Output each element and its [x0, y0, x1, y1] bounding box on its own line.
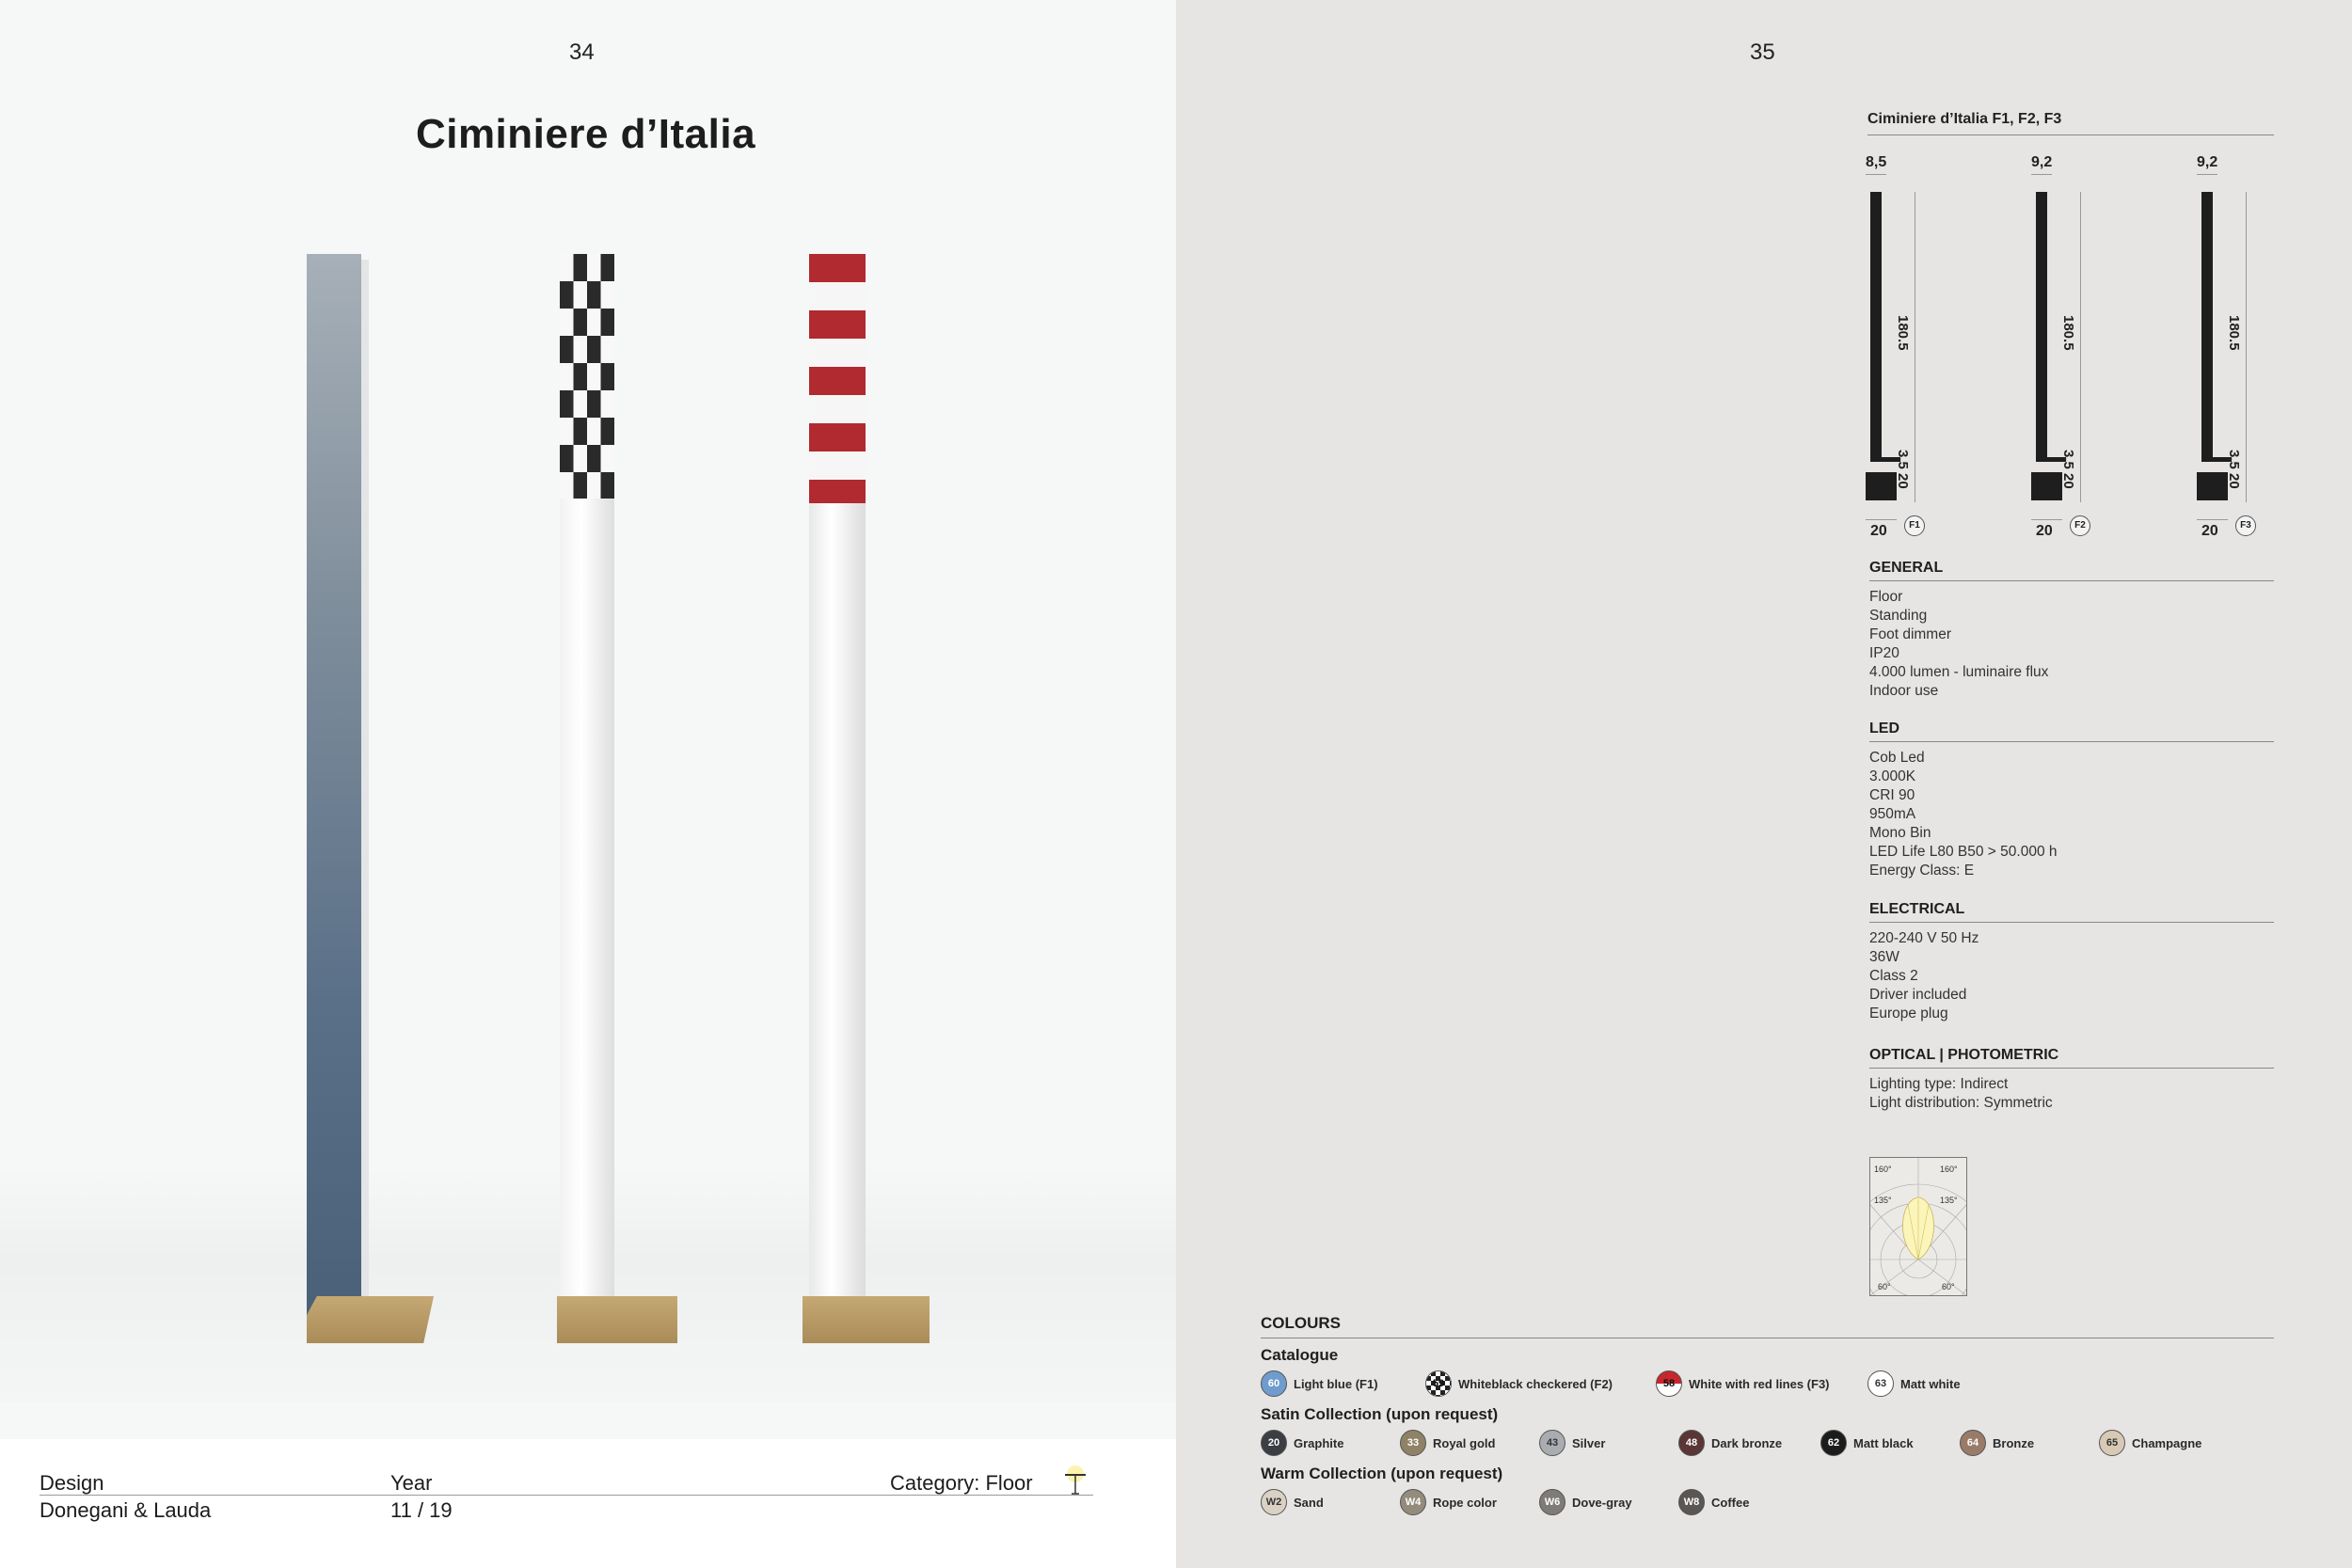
colours-section: [1261, 1314, 2274, 1516]
swatch-label: Whiteblack checkered (F2): [1458, 1376, 1613, 1391]
spec-item: LED Life L80 B50 > 50.000 h: [1869, 844, 2058, 860]
drawing-base-width: 20: [1870, 523, 1887, 539]
drawing-base: [2197, 472, 2228, 500]
product-photo: [0, 169, 1176, 1439]
category-label: Category: Floor: [890, 1471, 1033, 1495]
swatch-dove-gray[interactable]: [1539, 1488, 1632, 1516]
angle-label: 135°: [1874, 1196, 1892, 1205]
warm-swatches: [1261, 1488, 2274, 1516]
swatch-label: Light blue (F1): [1294, 1376, 1378, 1391]
drawing-height: 180.5: [2060, 315, 2076, 351]
swatch-champagne[interactable]: [2099, 1429, 2201, 1457]
lamp-f2-checker-pattern: [560, 254, 614, 499]
spec-item: Class 2: [1869, 968, 1918, 984]
year-label: Year: [390, 1471, 433, 1495]
product-footer: [0, 1439, 1176, 1568]
swatch-sand[interactable]: [1261, 1488, 1324, 1516]
spec-heading: OPTICAL | PHOTOMETRIC: [1869, 1047, 2274, 1069]
right-page: [1176, 0, 2352, 1568]
swatch-label: Graphite: [1294, 1435, 1344, 1450]
swatch-silver[interactable]: [1539, 1429, 1605, 1457]
drawing-base: [1866, 472, 1897, 500]
drawing-code-badge: F1: [1904, 515, 1925, 536]
drawing-pole: [1870, 192, 1882, 457]
technical-drawing-f3: [2197, 150, 2310, 546]
spec-item: Europe plug: [1869, 1006, 1948, 1022]
dimension-line: [2246, 192, 2247, 502]
color-dot: 65: [2099, 1430, 2125, 1456]
lamp-f3-red-stripes: [809, 254, 866, 503]
spec-electrical: [1869, 901, 2274, 1023]
spec-item: Floor: [1869, 589, 1903, 605]
floor-lamp-icon: [1061, 1465, 1089, 1497]
catalogue-swatches: [1261, 1370, 2274, 1398]
swatch-dark-bronze[interactable]: [1678, 1429, 1782, 1457]
spec-item: Mono Bin: [1869, 825, 1931, 841]
swatch-label: Rope color: [1433, 1495, 1497, 1510]
swatch-label: Bronze: [1993, 1435, 2035, 1450]
drawing-pole: [2036, 192, 2047, 457]
drawing-base-height: 3,5 20: [2226, 450, 2242, 489]
drawing-code-badge: F3: [2235, 515, 2256, 536]
swatch-graphite[interactable]: [1261, 1429, 1343, 1457]
satin-swatches: [1261, 1429, 2274, 1457]
color-dot: 43: [1539, 1430, 1565, 1456]
color-dot: W2: [1261, 1489, 1287, 1515]
technical-drawing-f1: [1866, 150, 1979, 546]
color-dot: W4: [1400, 1489, 1426, 1515]
dimension-line: [2031, 519, 2062, 520]
lamp-f2-base: [557, 1296, 677, 1343]
spec-item: Cob Led: [1869, 750, 1925, 766]
colours-heading: COLOURS: [1261, 1314, 2274, 1338]
design-label: Design: [40, 1471, 104, 1495]
swatch-light-blue[interactable]: [1261, 1370, 1378, 1398]
swatch-label: White with red lines (F3): [1689, 1376, 1830, 1391]
swatch-label: Silver: [1572, 1435, 1606, 1450]
design-value: Donegani & Lauda: [40, 1498, 212, 1522]
spec-item: Foot dimmer: [1869, 626, 1951, 642]
drawing-title: Ciminiere d’Italia F1, F2, F3: [1867, 111, 2062, 127]
spec-item: Driver included: [1869, 987, 1967, 1003]
color-dot: 63: [1867, 1370, 1894, 1397]
swatch-matt-white[interactable]: [1867, 1370, 1961, 1398]
year-value: 11 / 19: [390, 1498, 453, 1522]
swatch-white-red-lines[interactable]: [1656, 1370, 1830, 1398]
drawing-height: 180.5: [1895, 315, 1911, 351]
spec-item: 36W: [1869, 949, 1899, 965]
page-number-left: 34: [569, 40, 595, 65]
page-number-right: 35: [1750, 40, 1775, 65]
swatch-label: Sand: [1294, 1495, 1324, 1510]
spec-item: Energy Class: E: [1869, 863, 1975, 879]
spec-item: 4.000 lumen - luminaire flux: [1869, 664, 2049, 680]
drawing-width: 8,5: [1866, 154, 1887, 170]
spec-heading: LED: [1869, 721, 2274, 742]
color-dot: 48: [1678, 1430, 1705, 1456]
spec-optical: [1869, 1047, 2274, 1113]
drawing-height: 180.5: [2226, 315, 2242, 351]
color-dot: 33: [1400, 1430, 1426, 1456]
swatch-coffee[interactable]: [1678, 1488, 1749, 1516]
page-title: Ciminiere d’Italia: [415, 111, 756, 157]
angle-label: 60°: [1942, 1282, 1955, 1291]
drawing-width: 9,2: [2031, 154, 2053, 170]
swatch-label: Champagne: [2132, 1435, 2202, 1450]
lamp-f1-pole: [307, 254, 361, 1326]
drawing-width: 9,2: [2197, 154, 2218, 170]
swatch-whiteblack-checkered[interactable]: [1425, 1370, 1613, 1398]
color-dot: 20: [1261, 1430, 1287, 1456]
dimension-line: [1866, 174, 1886, 175]
spec-item: 220-240 V 50 Hz: [1869, 930, 1979, 946]
swatch-royal-gold[interactable]: [1400, 1429, 1495, 1457]
color-dot: 58: [1656, 1370, 1682, 1397]
drawing-base-height: 3,5 20: [2060, 450, 2076, 489]
warm-collection-title: Warm Collection (upon request): [1261, 1465, 1503, 1482]
drawing-pole: [2201, 192, 2213, 457]
color-dot: W8: [1678, 1489, 1705, 1515]
dimension-line: [2197, 174, 2217, 175]
spec-item: Indoor use: [1869, 683, 1939, 699]
swatch-label: Dark bronze: [1711, 1435, 1783, 1450]
angle-label: 160°: [1940, 1164, 1958, 1174]
swatch-label: Matt white: [1900, 1376, 1961, 1391]
swatch-label: Royal gold: [1433, 1435, 1496, 1450]
drawing-base-width: 20: [2201, 523, 2218, 539]
angle-label: 135°: [1940, 1196, 1958, 1205]
swatch-label: Coffee: [1711, 1495, 1750, 1510]
angle-label: 160°: [1874, 1164, 1892, 1174]
spec-heading: GENERAL: [1869, 560, 2274, 581]
dimension-line: [2197, 519, 2228, 520]
spec-heading: ELECTRICAL: [1869, 901, 2274, 923]
photometric-polar-chart: [1870, 1158, 1966, 1295]
spec-item: 950mA: [1869, 806, 1916, 822]
color-dot: 62: [1820, 1430, 1847, 1456]
swatch-label: Dove-gray: [1572, 1495, 1632, 1510]
spec-item: CRI 90: [1869, 787, 1915, 803]
drawing-base: [2031, 472, 2062, 500]
lamp-f1-side: [361, 260, 369, 1326]
dimension-line: [2031, 174, 2052, 175]
spec-item: 3.000K: [1869, 768, 1916, 784]
technical-drawing-f2: [2031, 150, 2144, 546]
spec-led: [1869, 721, 2274, 880]
satin-collection-title: Satin Collection (upon request): [1261, 1405, 1499, 1423]
swatch-matt-black[interactable]: [1820, 1429, 1914, 1457]
drawing-base-height: 3,5 20: [1895, 450, 1911, 489]
color-dot: 60: [1261, 1370, 1287, 1397]
spec-general: [1869, 560, 2274, 701]
catalogue-title: Catalogue: [1261, 1346, 1339, 1364]
color-dot: 64: [1960, 1430, 1986, 1456]
dimension-line: [1866, 519, 1897, 520]
color-dot: W6: [1539, 1489, 1565, 1515]
spec-item: Lighting type: Indirect: [1869, 1076, 2009, 1092]
lamp-f1-base: [307, 1296, 434, 1343]
spec-item: IP20: [1869, 645, 1899, 661]
angle-label: 60°: [1878, 1282, 1891, 1291]
spec-item: Light distribution: Symmetric: [1869, 1095, 2053, 1111]
drawing-base-width: 20: [2036, 523, 2053, 539]
dimension-line: [2080, 192, 2081, 502]
photometric-diagram: [1869, 1157, 1967, 1296]
lamp-f3-base: [803, 1296, 930, 1343]
color-dot: 59: [1425, 1370, 1452, 1397]
swatch-rope-color[interactable]: [1400, 1488, 1497, 1516]
drawing-code-badge: F2: [2070, 515, 2090, 536]
swatch-label: Matt black: [1853, 1435, 1914, 1450]
spec-item: Standing: [1869, 608, 1928, 624]
swatch-bronze[interactable]: [1960, 1429, 2034, 1457]
